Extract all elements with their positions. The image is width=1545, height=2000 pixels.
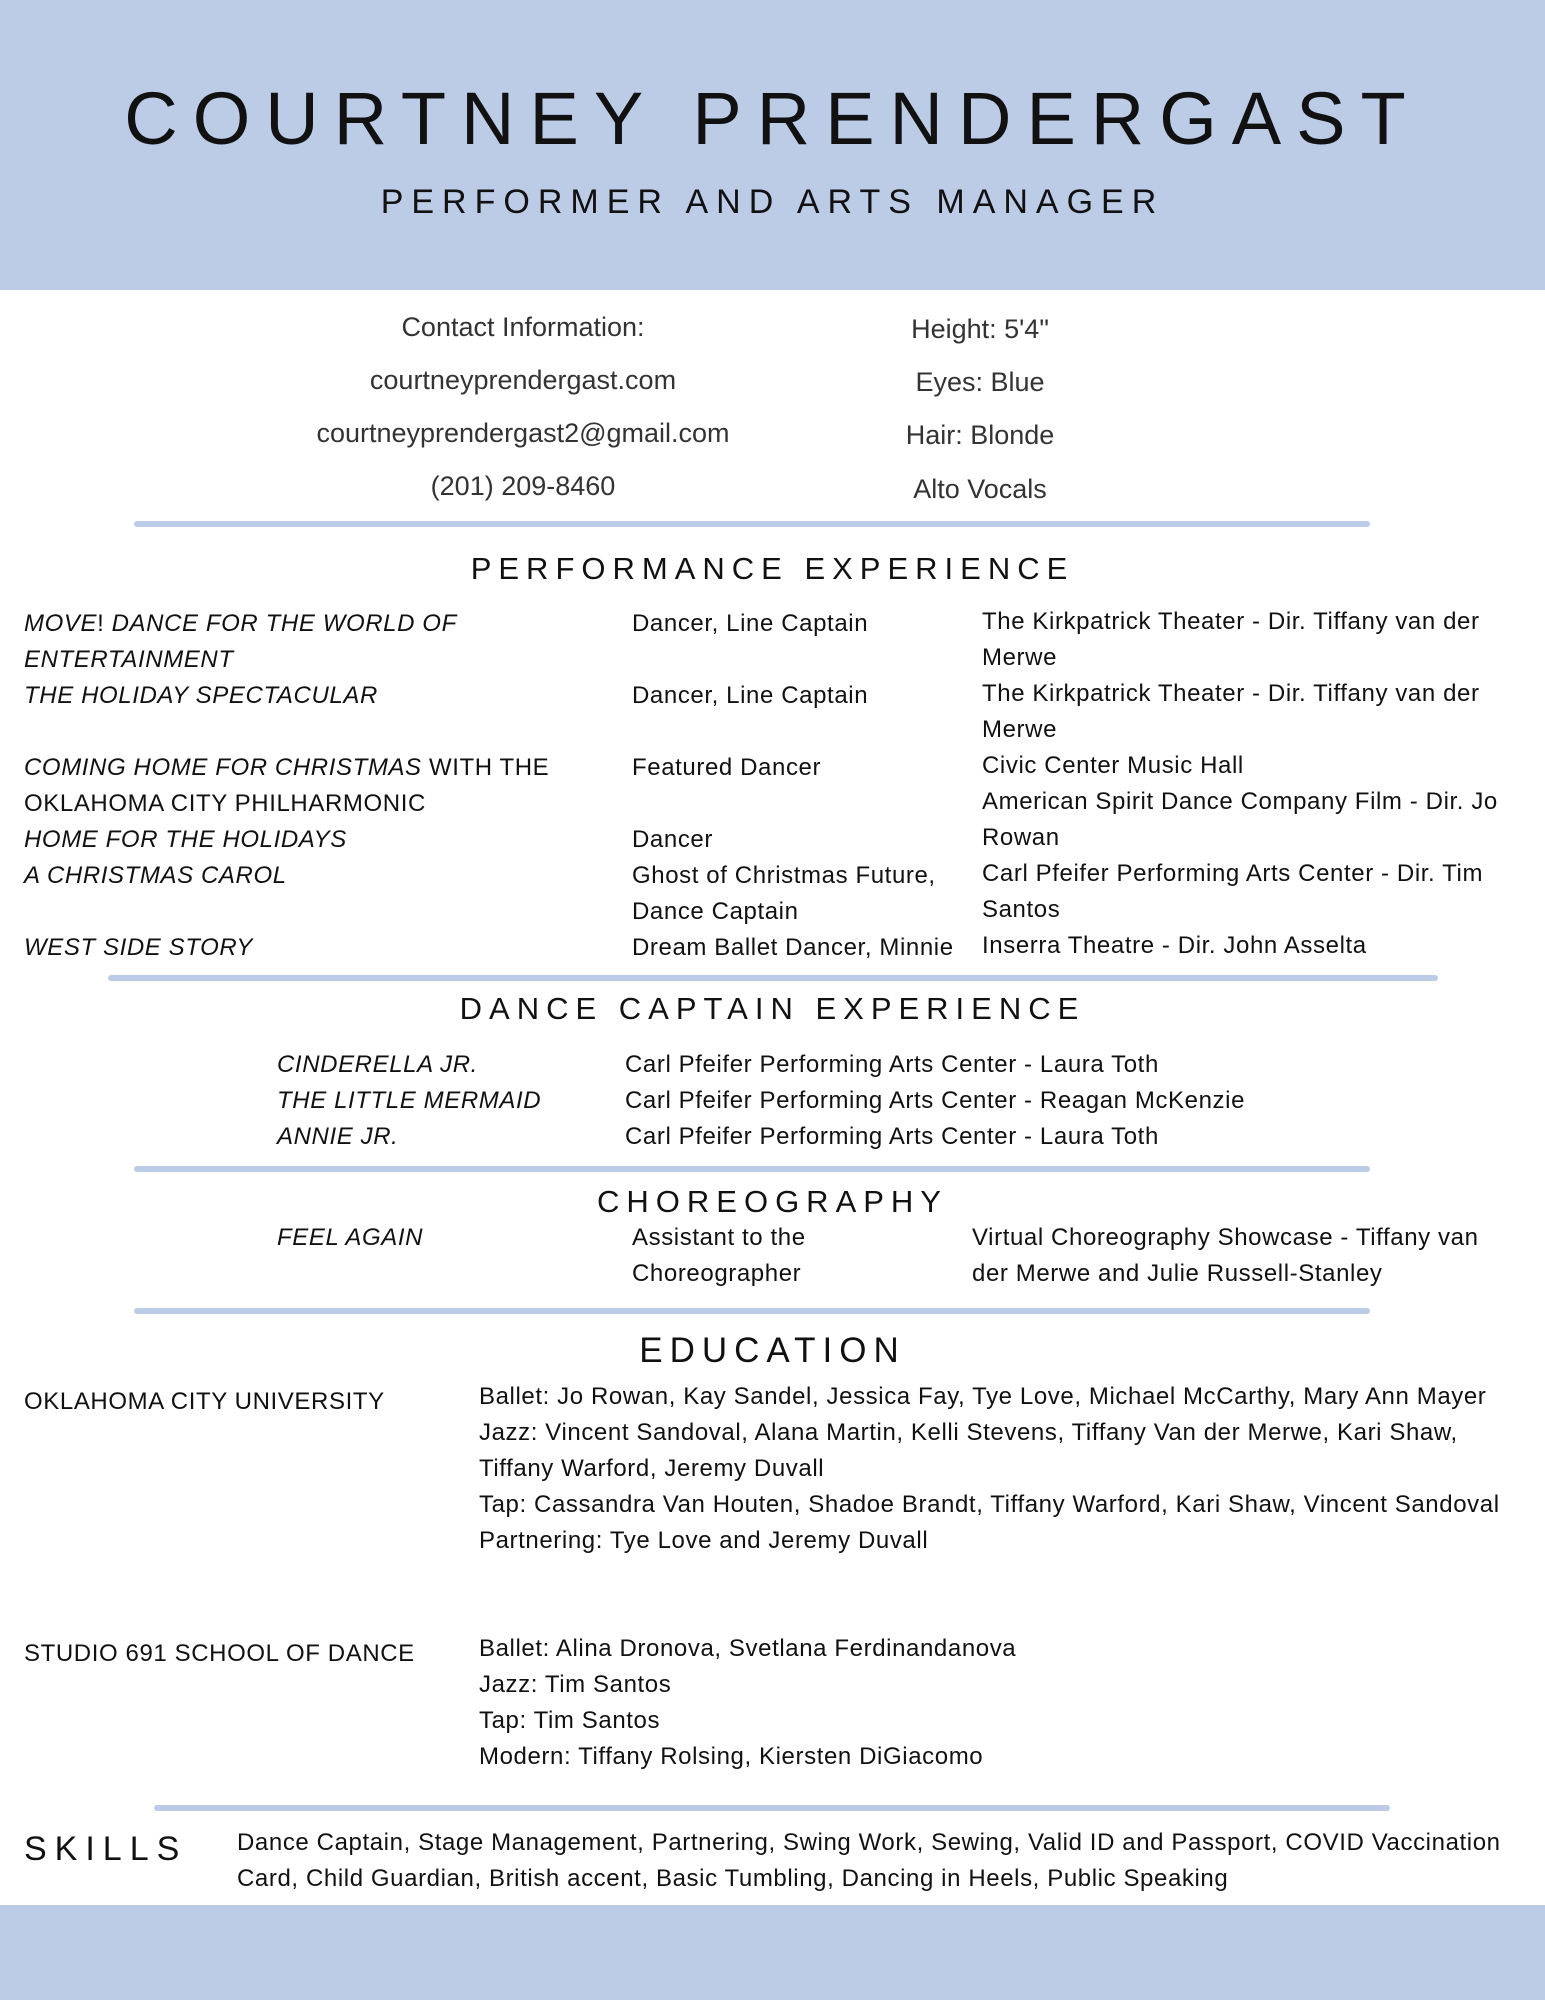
section-title-performance: PERFORMANCE EXPERIENCE xyxy=(470,551,1075,586)
perf-venue: Carl Pfeifer Performing Arts Center - Dir. Tim Santos xyxy=(982,860,1484,923)
perf-role: Dream Ballet Dancer, Minnie xyxy=(632,934,954,961)
perf-show: HOME FOR THE HOLIDAYS xyxy=(24,826,347,853)
stat-hair: Hair: Blonde xyxy=(905,420,1055,450)
perf-show xyxy=(24,750,604,822)
captain-venue: Carl Pfeifer Performing Arts Center - Laura Toth xyxy=(625,1123,1159,1150)
perf-role: Dancer xyxy=(632,826,713,853)
contact-email[interactable]: courtneyprendergast2@gmail.com xyxy=(316,418,730,448)
stat-eyes: Eyes: Blue xyxy=(915,367,1045,397)
perf-venue: The Kirkpatrick Theater - Dir. Tiffany van der Merwe xyxy=(982,680,1480,743)
perf-show-part: MOVE xyxy=(24,610,98,637)
training-line: Jazz: Tim Santos xyxy=(479,1671,672,1698)
training-line: Tap: Cassandra Van Houten, Shadoe Brandt, Tiffany Warford, Kari Shaw, Vincent Sandoval xyxy=(479,1491,1500,1518)
perf-show: THE HOLIDAY SPECTACULAR xyxy=(24,682,378,709)
training-line: Modern: Tiffany Rolsing, Kiersten DiGiacomo xyxy=(479,1743,984,1770)
perf-show-part: WITH THE OKLAHOMA CITY PHILHARMONIC xyxy=(24,754,550,817)
perf-role: Dancer, Line Captain xyxy=(632,610,869,637)
school-name: OKLAHOMA CITY UNIVERSITY xyxy=(24,1388,385,1415)
stat-height: Height: 5'4" xyxy=(911,314,1049,344)
section-title-dance-captain: DANCE CAPTAIN EXPERIENCE xyxy=(459,991,1086,1026)
captain-show: THE LITTLE MERMAID xyxy=(277,1087,542,1114)
school-details xyxy=(479,1631,1519,1775)
perf-show: A CHRISTMAS CAROL xyxy=(24,862,287,889)
footer-band xyxy=(0,1905,1545,2000)
contact-label: Contact Information: xyxy=(401,312,645,342)
stat-vocals: Alto Vocals xyxy=(913,474,1047,504)
divider xyxy=(134,1308,1370,1314)
perf-show xyxy=(24,606,594,678)
school-name: STUDIO 691 SCHOOL OF DANCE xyxy=(24,1640,415,1667)
perf-show-part: ! xyxy=(97,610,112,637)
perf-role: Ghost of Christmas Future, Dance Captain xyxy=(632,862,936,925)
skills-list: Dance Captain, Stage Management, Partnering, Swing Work, Sewing, Valid ID and Passport, COVID Vaccination Card, Child Guardian, British accent, Basic Tumbling, Dancing in Heels, Public Speaking xyxy=(237,1829,1501,1892)
captain-show: CINDERELLA JR. xyxy=(277,1051,478,1078)
candidate-name: COURTNEY PRENDERGAST xyxy=(124,77,1421,160)
divider xyxy=(108,975,1438,981)
perf-show: WEST SIDE STORY xyxy=(24,934,254,961)
captain-venue: Carl Pfeifer Performing Arts Center - Laura Toth xyxy=(625,1051,1159,1078)
section-title-skills: SKILLS xyxy=(24,1830,188,1868)
training-line: Ballet: Jo Rowan, Kay Sandel, Jessica Fay, Tye Love, Michael McCarthy, Mary Ann Mayer xyxy=(479,1383,1487,1410)
divider xyxy=(134,521,1370,527)
section-title-education: EDUCATION xyxy=(639,1331,906,1370)
section-title-choreography: CHOREOGRAPHY xyxy=(597,1184,948,1219)
training-line: Ballet: Alina Dronova, Svetlana Ferdinandanova xyxy=(479,1635,1017,1662)
training-line: Tap: Tim Santos xyxy=(479,1707,661,1734)
choreo-show: FEEL AGAIN xyxy=(277,1224,424,1251)
choreo-venue: Virtual Choreography Showcase - Tiffany van der Merwe and Julie Russell-Stanley xyxy=(972,1224,1479,1287)
contact-phone: (201) 209-8460 xyxy=(430,471,616,501)
perf-show-part: COMING HOME FOR CHRISTMAS xyxy=(24,754,422,781)
divider xyxy=(154,1805,1390,1811)
contact-website[interactable]: courtneyprendergast.com xyxy=(369,365,677,395)
school-details xyxy=(479,1379,1519,1559)
perf-venue: Civic Center Music Hall xyxy=(982,752,1244,779)
captain-venue: Carl Pfeifer Performing Arts Center - Reagan McKenzie xyxy=(625,1087,1246,1114)
perf-venue: Inserra Theatre - Dir. John Asselta xyxy=(982,932,1367,959)
divider xyxy=(134,1166,1370,1172)
candidate-title: PERFORMER AND ARTS MANAGER xyxy=(380,183,1165,221)
perf-role: Featured Dancer xyxy=(632,754,822,781)
training-line: Jazz: Vincent Sandoval, Alana Martin, Kelli Stevens, Tiffany Van der Merwe, Kari Shaw, Tiffany Warford, Jeremy Duvall xyxy=(479,1419,1458,1482)
choreo-role: Assistant to the Choreographer xyxy=(632,1224,806,1287)
captain-show: ANNIE JR. xyxy=(277,1123,399,1150)
perf-show-part: DANCE FOR THE WORLD OF ENTERTAINMENT xyxy=(24,610,457,673)
perf-role: Dancer, Line Captain xyxy=(632,682,869,709)
perf-venue: American Spirit Dance Company Film - Dir. Jo Rowan xyxy=(982,788,1498,851)
perf-venue: The Kirkpatrick Theater - Dir. Tiffany van der Merwe xyxy=(982,608,1480,671)
training-line: Partnering: Tye Love and Jeremy Duvall xyxy=(479,1527,929,1554)
